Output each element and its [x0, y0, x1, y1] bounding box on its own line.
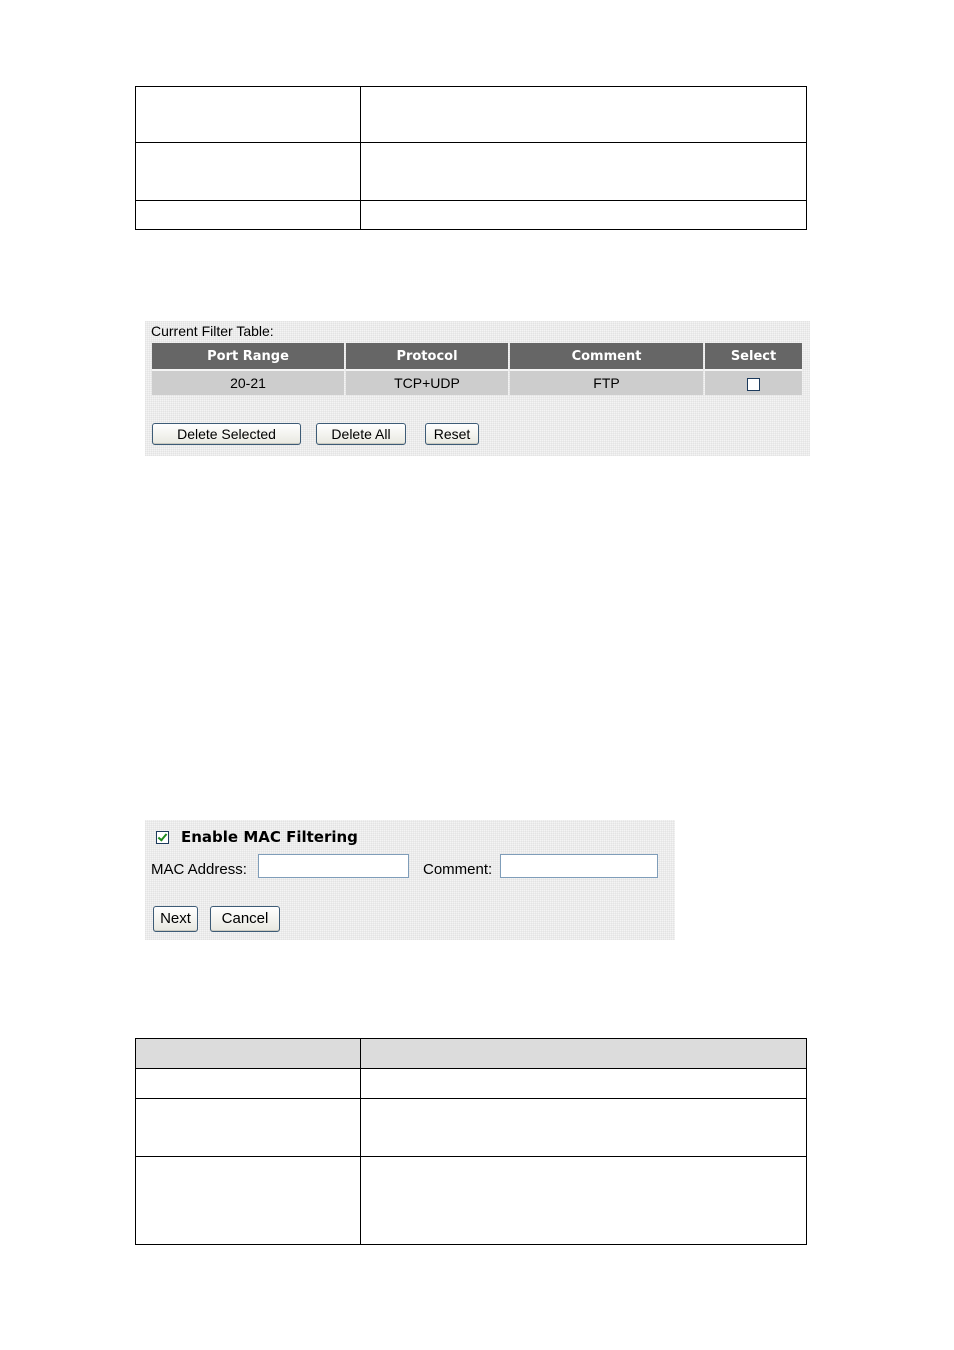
filter-table-header [152, 343, 802, 369]
enable-mac-filtering-checkbox[interactable] [156, 831, 169, 844]
mac-filter-panel [145, 820, 675, 940]
table-row [136, 1157, 807, 1245]
delete-all-button[interactable]: Delete All [316, 423, 406, 445]
table-row [136, 143, 807, 201]
reset-button[interactable]: Reset [425, 423, 479, 445]
row-select-checkbox[interactable] [747, 378, 760, 391]
mac-address-input[interactable] [258, 854, 409, 878]
filter-table [150, 343, 804, 395]
cancel-button[interactable]: Cancel [210, 906, 280, 932]
delete-selected-button[interactable]: Delete Selected [152, 423, 301, 445]
table-row [136, 201, 807, 230]
column-header-protocol: Protocol [346, 343, 508, 369]
filter-table-caption: Current Filter Table: [151, 323, 274, 339]
comment-label: Comment: [423, 861, 493, 878]
column-header-comment: Comment [510, 343, 703, 369]
column-header-select: Select [705, 343, 802, 369]
table-row [136, 1099, 807, 1157]
bottom-doc-table [135, 1038, 807, 1245]
cell-protocol: TCP+UDP [346, 369, 508, 395]
column-header-port-range: Port Range [152, 343, 344, 369]
mac-address-label: MAC Address: [151, 861, 247, 878]
top-doc-table [135, 86, 807, 230]
cell-select [705, 369, 802, 395]
cell-port-range: 20-21 [152, 369, 344, 395]
table-row [152, 369, 802, 395]
enable-mac-filtering[interactable] [156, 828, 358, 846]
filter-table-panel [145, 321, 810, 456]
comment-input[interactable] [500, 854, 658, 878]
table-header-row [136, 1039, 807, 1069]
cell-comment: FTP [510, 369, 703, 395]
enable-mac-filtering-label: Enable MAC Filtering [181, 828, 358, 846]
table-row [136, 87, 807, 143]
next-button[interactable]: Next [153, 906, 198, 932]
table-row [136, 1069, 807, 1099]
